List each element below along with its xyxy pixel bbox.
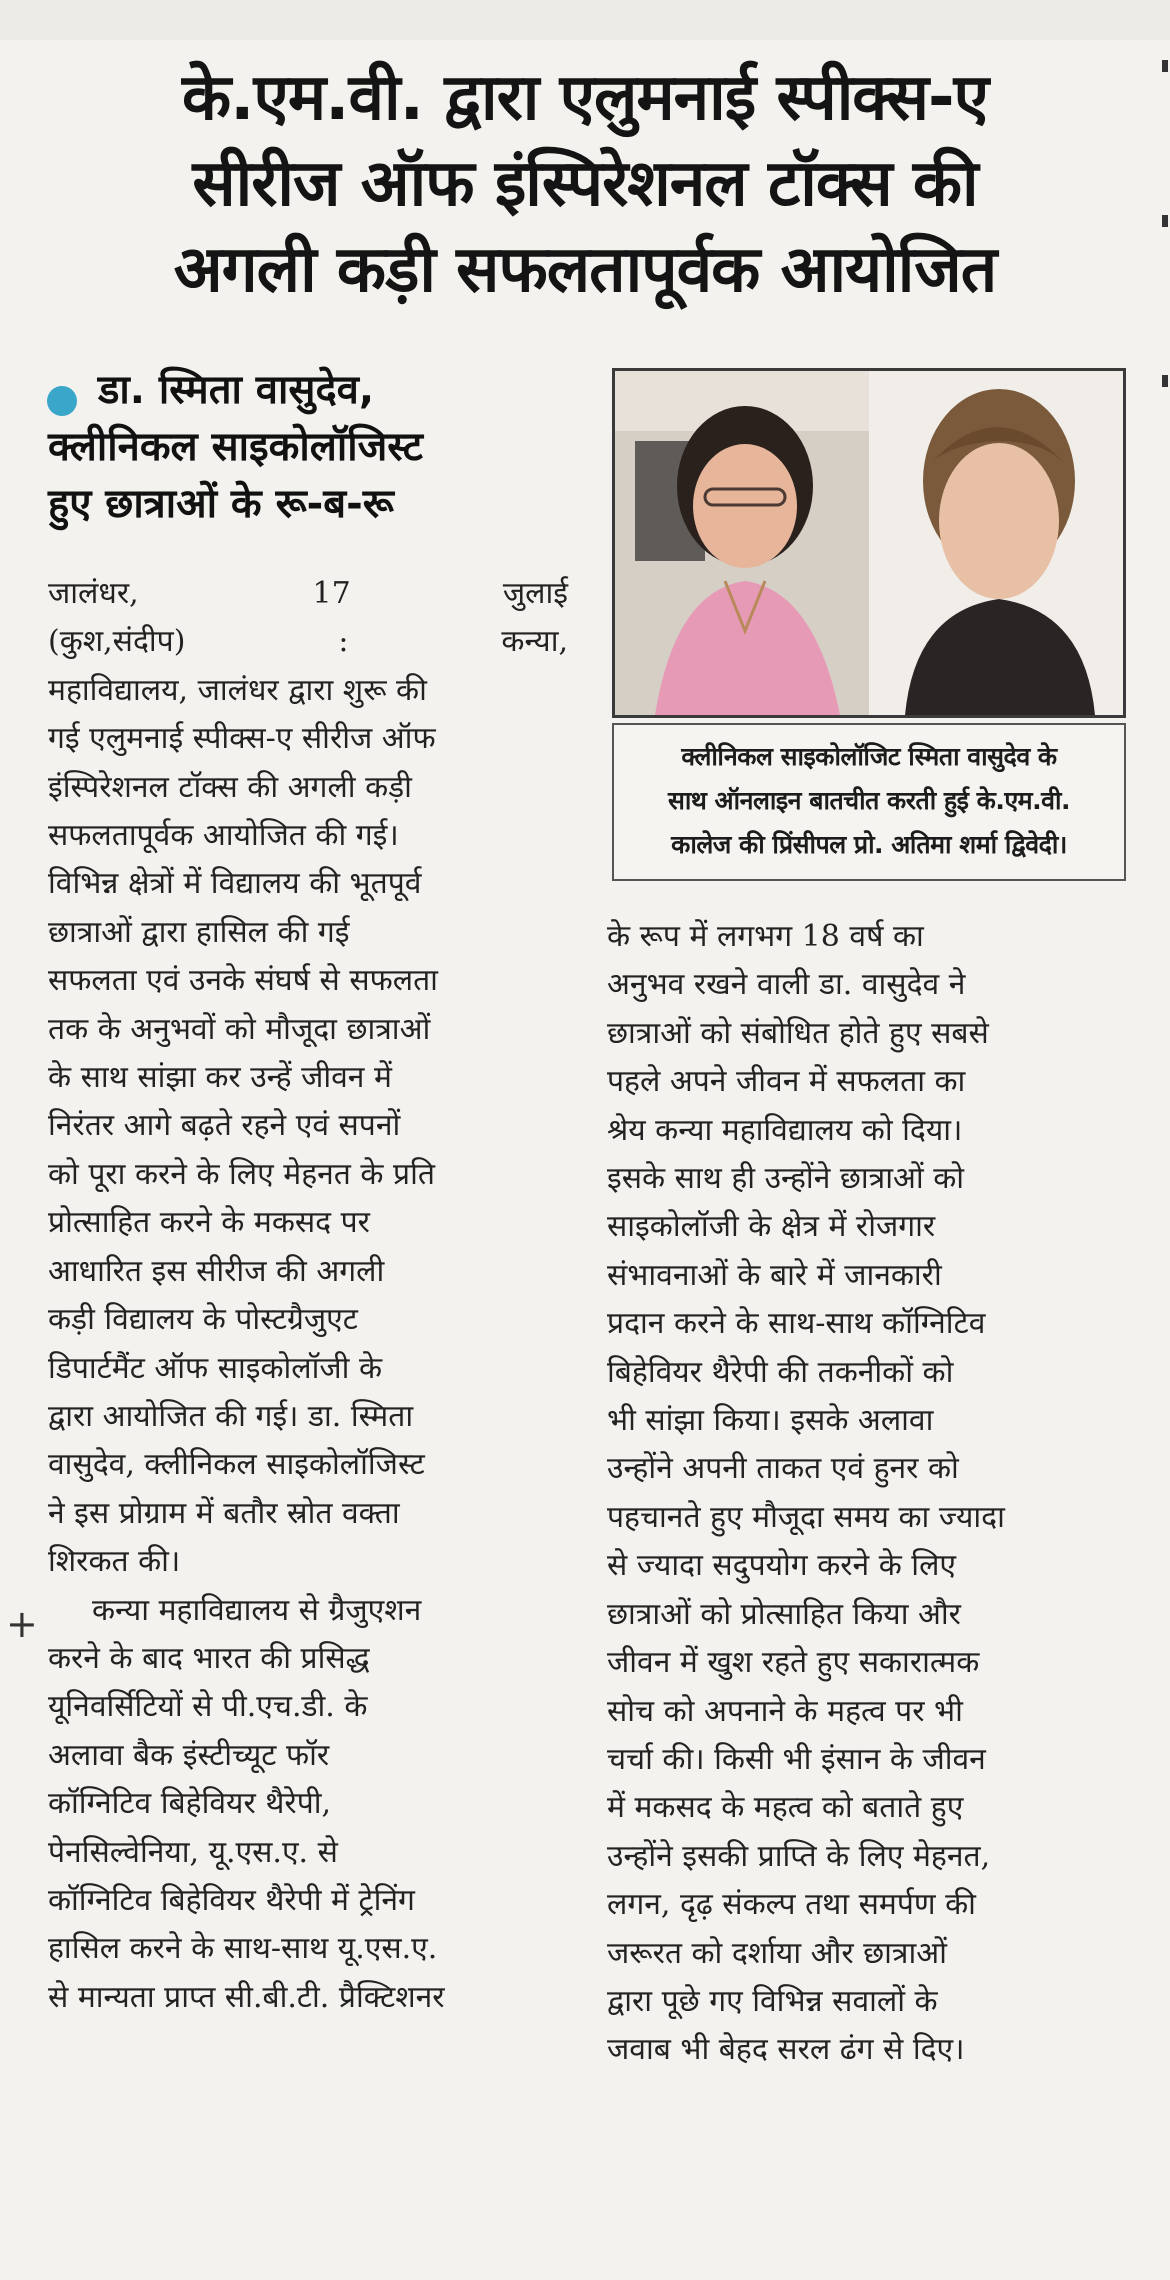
text-line: द्वारा आयोजित की गई। डा. स्मिता [48,1398,414,1434]
article-column-1 [48,570,568,2022]
edge-mark [1162,215,1168,227]
text-line: शिरकत की। [48,1544,181,1580]
text-line: उन्होंने अपनी ताकत एवं हुनर को [607,1451,959,1487]
text-line: छात्राओं को संबोधित होते हुए सबसे [607,1015,989,1051]
subheadline-line: क्लीनिकल साइकोलॉजिस्ट [48,424,423,470]
text-line: गई एलुमनाई स्पीक्स-ए सीरीज ऑफ [48,721,436,757]
photo-caption [612,723,1126,881]
article-column-2 [607,913,1127,2075]
text-line: वासुदेव, क्लीनिकल साइकोलॉजिस्ट [48,1447,425,1483]
caption-line: साथ ऑनलाइन बातचीत करती हुई के.एम.वी. [667,786,1071,815]
byline: (कुश,संदीप) : कन्या, [48,624,568,660]
text-line: सोच को अपनाने के महत्व पर भी [607,1693,963,1729]
text-line: जीवन में खुश रहते हुए सकारात्मक [607,1645,980,1681]
text-line: निरंतर आगे बढ़ते रहने एवं सपनों [48,1108,401,1144]
text-line: लगन, दृढ़ संकल्प तथा समर्पण की [607,1887,976,1923]
caption-line: क्लीनिकल साइकोलॉजिट स्मिता वासुदेव के [681,742,1057,771]
text-line: हासिल करने के साथ-साथ यू.एस.ए. [48,1931,438,1967]
text-line: जवाब भी बेहद सरल ढंग से दिए। [607,2032,965,2068]
text-line: से ज्यादा सदुपयोग करने के लिए [607,1548,957,1584]
edge-mark [1162,60,1168,72]
text-line: प्रोत्साहित करने के मकसद पर [48,1205,370,1241]
text-line: इसके साथ ही उन्होंने छात्राओं को [607,1161,965,1197]
text-line: भी सांझा किया। इसके अलावा [607,1403,934,1439]
text-line: कॉग्निटिव बिहेवियर थैरेपी, [48,1786,332,1822]
text-line: पहले अपने जीवन में सफलता का [607,1064,966,1100]
headline-line: सीरीज ऑफ इंस्पिरेशनल टॉक्स की [192,147,978,221]
text-line: कॉग्निटिव बिहेवियर थैरेपी में ट्रेनिंग [48,1882,415,1918]
text-line: कन्या महाविद्यालय से ग्रैजुएशन [92,1592,422,1628]
text-line: में मकसद के महत्व को बताते हुए [607,1790,964,1826]
text-line: पेनसिल्वेनिया, यू.एस.ए. से [48,1834,338,1870]
text-line: द्वारा पूछे गए विभिन्न सवालों के [607,1983,938,2019]
text-line: विभिन्न क्षेत्रों में विद्यालय की भूतपूर्व [48,866,422,902]
headline-line: के.एम.वी. द्वारा एलुमनाई स्पीक्स-ए [182,61,988,135]
text-line: के साथ सांझा कर उन्हें जीवन में [48,1060,392,1096]
text-line: इंस्पिरेशनल टॉक्स की अगली कड़ी [48,769,412,805]
dateline: जालंधर, 17 जुलाई [48,576,568,611]
text-line: छात्राओं को प्रोत्साहित किया और [607,1596,961,1632]
text-line: को पूरा करने के लिए मेहनत के प्रति [48,1156,435,1192]
text-line: सफलतापूर्वक आयोजित की गई। [48,818,399,854]
text-line: उन्होंने इसकी प्राप्ति के लिए मेहनत, [607,1838,991,1874]
text-line: से मान्यता प्राप्त सी.बी.टी. प्रैक्टिशनर [48,1979,445,2015]
headline-line: अगली कड़ी सफलतापूर्वक आयोजित [173,233,997,307]
subheadline-line: हुए छात्राओं के रू-ब-रू [48,481,394,527]
caption-line: कालेज की प्रिंसीपल प्रो. अतिमा शर्मा द्विवेदी। [671,830,1067,859]
edge-mark [1162,375,1168,387]
photo-illustration [615,371,1123,715]
subheadline [48,362,608,533]
plus-icon: + [6,1602,38,1646]
text-line: प्रदान करने के साथ-साथ कॉग्निटिव [607,1306,986,1342]
text-line: चर्चा की। किसी भी इंसान के जीवन [607,1741,986,1777]
text-line: श्रेय कन्या महाविद्यालय को दिया। [607,1112,963,1148]
text-line: कड़ी विद्यालय के पोस्टग्रैजुएट [48,1302,358,1338]
text-line: यूनिवर्सिटियों से पी.एच.डी. के [48,1689,368,1725]
page-edge-marks [1160,0,1170,2280]
text-line: छात्राओं द्वारा हासिल की गई [48,914,350,950]
text-line: अलावा बैक इंस्टीच्यूट फॉर [48,1737,330,1773]
headline [55,55,1115,313]
text-line: साइकोलॉजी के क्षेत्र में रोजगार [607,1209,936,1245]
text-line: संभावनाओं के बारे में जानकारी [607,1257,942,1293]
text-line: जरूरत को दर्शाया और छात्राओं [607,1935,947,1971]
text-line: महाविद्यालय, जालंधर द्वारा शुरू की [48,672,427,708]
text-line: तक के अनुभवों को मौजूदा छात्राओं [48,1011,431,1047]
text-line: आधारित इस सीरीज की अगली [48,1253,385,1289]
page-top-strip [0,0,1170,40]
text-line: बिहेवियर थैरेपी की तकनीकों को [607,1354,954,1390]
text-line: ने इस प्रोग्राम में बतौर स्रोत वक्ता [48,1495,400,1531]
text-line: के रूप में लगभग 18 वर्ष का [607,919,924,954]
text-line: सफलता एवं उनके संघर्ष से सफलता [48,963,438,999]
text-line: डिपार्टमैंट ऑफ साइकोलॉजी के [48,1350,383,1386]
text-line: करने के बाद भारत की प्रसिद्ध [48,1640,370,1676]
text-line: पहचानते हुए मौजूदा समय का ज्यादा [607,1499,1005,1535]
subheadline-line: डा. स्मिता वासुदेव, [98,367,375,413]
article-photo [612,368,1126,718]
text-line: अनुभव रखने वाली डा. वासुदेव ने [607,967,966,1003]
